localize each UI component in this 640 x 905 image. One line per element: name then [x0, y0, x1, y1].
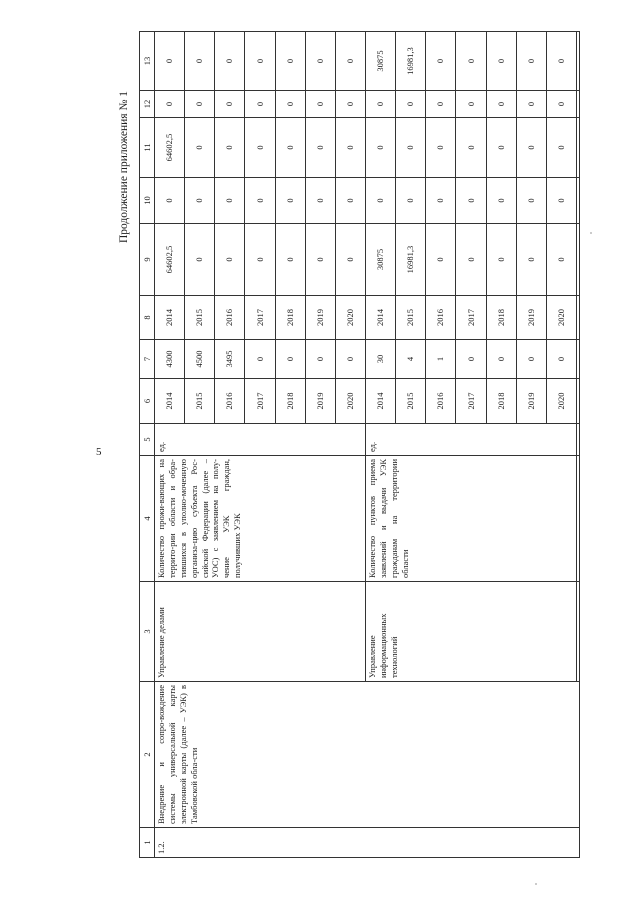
data-cell: 0: [275, 178, 305, 224]
table-header: [140, 32, 155, 858]
data-cell: 2014: [365, 379, 395, 424]
data-cell: 2015: [185, 296, 215, 340]
data-cell: 2016: [215, 296, 245, 340]
blank-cell: [577, 456, 580, 582]
data-cell: 0: [305, 118, 335, 178]
data-cell: 2019: [516, 296, 546, 340]
data-cell: 2019: [305, 296, 335, 340]
data-cell: 2016: [426, 379, 456, 424]
data-cell: 0: [396, 118, 426, 178]
data-cell: 0: [486, 91, 516, 118]
blank-cell: [577, 91, 580, 118]
blank-cell: [577, 118, 580, 178]
data-cell: 2016: [426, 296, 456, 340]
table-row: [155, 32, 185, 858]
data-cell: 0: [365, 118, 395, 178]
data-cell: 0: [245, 32, 275, 91]
data-cell: 0: [245, 118, 275, 178]
data-cell: 0: [516, 224, 546, 296]
col-header: 8: [140, 296, 155, 340]
data-cell: 0: [365, 178, 395, 224]
data-cell: 0: [245, 340, 275, 379]
program-table: [139, 31, 580, 858]
data-cell: 0: [275, 118, 305, 178]
data-cell: 0: [245, 178, 275, 224]
data-cell: 0: [335, 91, 365, 118]
col-header: 12: [140, 91, 155, 118]
data-cell: 4500: [185, 340, 215, 379]
data-cell: 0: [486, 340, 516, 379]
data-cell: 0: [275, 340, 305, 379]
indicator-cell: Количество пунктов приема заявлений и выдачи УЭК гражданам на территории области: [365, 456, 576, 582]
data-cell: 0: [305, 224, 335, 296]
blank-cell: [577, 582, 580, 682]
data-cell: 0: [305, 178, 335, 224]
data-cell: 4: [396, 340, 426, 379]
col-header: 7: [140, 340, 155, 379]
data-cell: 0: [365, 91, 395, 118]
continuation-title-box: [110, 90, 138, 244]
data-cell: 0: [546, 340, 576, 379]
table-body: [155, 32, 580, 858]
data-cell: 0: [275, 32, 305, 91]
scan-speck: [535, 883, 537, 885]
data-cell: 0: [335, 178, 365, 224]
data-cell: 2018: [486, 296, 516, 340]
data-cell: 0: [516, 178, 546, 224]
data-cell: 2018: [275, 296, 305, 340]
data-cell: 0: [215, 118, 245, 178]
data-cell: 0: [486, 118, 516, 178]
data-cell: 0: [185, 91, 215, 118]
data-cell: 16981,3: [396, 224, 426, 296]
data-cell: 0: [275, 224, 305, 296]
scan-speck: [590, 232, 592, 234]
data-cell: 0: [396, 91, 426, 118]
col-header: 6: [140, 379, 155, 424]
data-cell: 0: [456, 91, 486, 118]
blank-cell: [577, 32, 580, 91]
data-cell: 0: [426, 224, 456, 296]
col-header: 11: [140, 118, 155, 178]
data-cell: 0: [215, 224, 245, 296]
data-cell: 0: [155, 91, 185, 118]
data-cell: 2015: [185, 379, 215, 424]
data-cell: 0: [456, 224, 486, 296]
data-cell: 2017: [245, 379, 275, 424]
blank-cell: [577, 424, 580, 456]
data-cell: 0: [305, 91, 335, 118]
data-cell: 0: [245, 91, 275, 118]
data-cell: 0: [546, 224, 576, 296]
data-cell: 0: [275, 91, 305, 118]
data-cell: 0: [516, 91, 546, 118]
data-cell: 0: [155, 178, 185, 224]
data-cell: 2017: [456, 296, 486, 340]
data-cell: 2020: [546, 379, 576, 424]
data-cell: 0: [456, 340, 486, 379]
data-cell: 0: [426, 32, 456, 91]
data-cell: 0: [516, 118, 546, 178]
data-cell: 2019: [516, 379, 546, 424]
data-cell: 0: [185, 224, 215, 296]
indicator-cell: Количество прожи-вающих на террито-рии области и обра-тившихся в уполно-моченную организа-цию субъекта Рос-сийской Федерации (далее – УОС) с заявлением на полу-чение УЭК граждан, получивших УЭК: [155, 456, 366, 582]
data-cell: 0: [335, 32, 365, 91]
data-cell: 0: [486, 32, 516, 91]
col-header: 2: [140, 682, 155, 828]
data-cell: 0: [456, 32, 486, 91]
col-header: 9: [140, 224, 155, 296]
blank-cell: [577, 379, 580, 424]
data-cell: 0: [215, 91, 245, 118]
data-cell: 2014: [365, 296, 395, 340]
data-cell: 0: [155, 32, 185, 91]
data-cell: 64602,5: [155, 118, 185, 178]
data-cell: 2015: [396, 296, 426, 340]
data-cell: 0: [305, 340, 335, 379]
rotated-table-container: [139, 32, 580, 858]
data-cell: 0: [426, 91, 456, 118]
data-cell: 2020: [335, 296, 365, 340]
data-cell: 2017: [456, 379, 486, 424]
data-cell: 16981,3: [396, 32, 426, 91]
data-cell: 1: [426, 340, 456, 379]
unit-cell: ед.: [365, 424, 576, 456]
item-number: 1.2.: [155, 828, 580, 858]
col-header: 13: [140, 32, 155, 91]
data-cell: 0: [335, 118, 365, 178]
blank-cell: [577, 296, 580, 340]
data-cell: 0: [456, 178, 486, 224]
page-number: 5: [96, 446, 102, 458]
data-cell: 0: [305, 32, 335, 91]
col-header: 3: [140, 582, 155, 682]
data-cell: 0: [426, 178, 456, 224]
executor-cell: Управление делами: [155, 582, 366, 682]
blank-cell: [577, 178, 580, 224]
data-cell: 0: [335, 224, 365, 296]
data-cell: 0: [426, 118, 456, 178]
data-cell: 2016: [215, 379, 245, 424]
col-header: 10: [140, 178, 155, 224]
unit-cell: ед.: [155, 424, 366, 456]
item-name: Внедрение и сопро-вождение системы универсальной карты электронной карты (далее – УЭК) в Тамбовской обла-сти: [155, 682, 580, 828]
data-cell: 0: [546, 178, 576, 224]
data-cell: 2020: [546, 296, 576, 340]
data-cell: 30: [365, 340, 395, 379]
data-cell: 2020: [335, 379, 365, 424]
data-cell: 0: [546, 32, 576, 91]
data-cell: 0: [516, 32, 546, 91]
data-cell: 2017: [245, 296, 275, 340]
data-cell: 0: [546, 118, 576, 178]
data-cell: 0: [185, 118, 215, 178]
data-cell: 0: [215, 32, 245, 91]
data-cell: 0: [215, 178, 245, 224]
data-cell: 2018: [486, 379, 516, 424]
header-row: [140, 32, 155, 858]
data-cell: 0: [456, 118, 486, 178]
executor-cell: Управление информационных технологий: [365, 582, 576, 682]
data-cell: 2014: [155, 296, 185, 340]
blank-cell: [577, 224, 580, 296]
data-cell: 30875: [365, 224, 395, 296]
blank-cell: [577, 340, 580, 379]
data-cell: 0: [335, 340, 365, 379]
data-cell: 0: [185, 178, 215, 224]
data-cell: 0: [486, 224, 516, 296]
data-cell: 30875: [365, 32, 395, 91]
data-cell: 2015: [396, 379, 426, 424]
data-cell: 0: [396, 178, 426, 224]
continuation-title: Продолжение приложения № 1: [118, 90, 130, 244]
col-header: 5: [140, 424, 155, 456]
col-header: 1: [140, 828, 155, 858]
data-cell: 2018: [275, 379, 305, 424]
data-cell: 0: [486, 178, 516, 224]
col-header: 4: [140, 456, 155, 582]
data-cell: 0: [516, 340, 546, 379]
data-cell: 0: [185, 32, 215, 91]
data-cell: 0: [245, 224, 275, 296]
data-cell: 64602,5: [155, 224, 185, 296]
data-cell: 3495: [215, 340, 245, 379]
data-cell: 0: [546, 91, 576, 118]
data-cell: 4300: [155, 340, 185, 379]
data-cell: 2014: [155, 379, 185, 424]
data-cell: 2019: [305, 379, 335, 424]
